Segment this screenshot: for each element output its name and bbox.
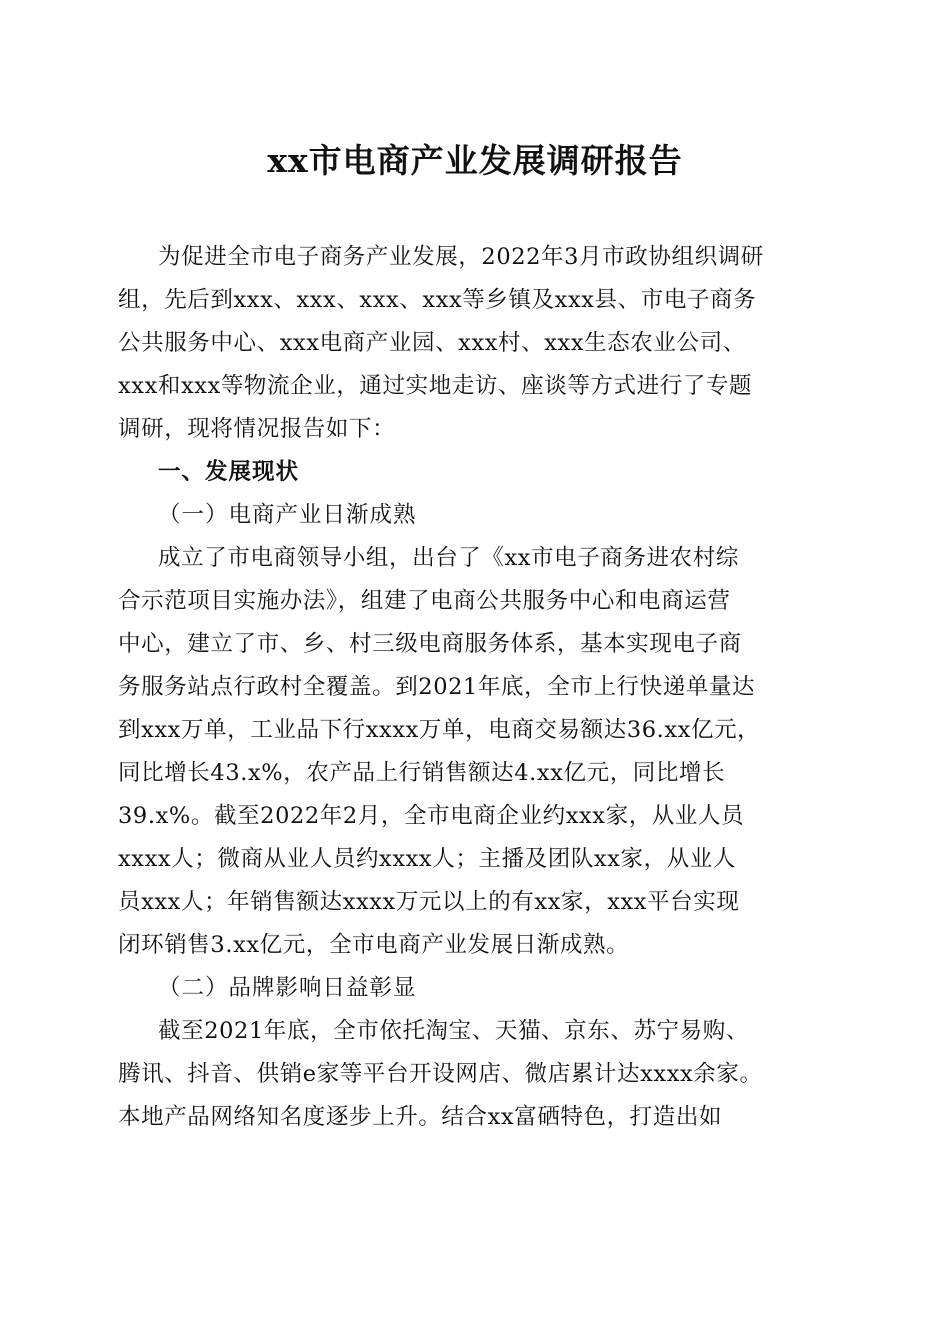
- paragraph-line: 本地产品网络知名度逐步上升。结合xx富硒特色，打造出如: [118, 1104, 723, 1130]
- intro-line: 为促进全市电子商务产业发展，2022年3月市政协组织调研: [158, 244, 764, 270]
- intro-line: 组，先后到xxx、xxx、xxx、xxx等乡镇及xxx县、市电子商务: [118, 287, 757, 313]
- paragraph-line: 39.x%。截至2022年2月，全市电商企业约xxx家，从业人员: [118, 803, 745, 829]
- subsection-heading: （一）电商产业日渐成熟: [158, 502, 417, 528]
- paragraph-line: 到xxx万单，工业品下行xxxx万单，电商交易额达36.xx亿元，: [118, 717, 761, 743]
- paragraph-line: 中心，建立了市、乡、村三级电商服务体系，基本实现电子商: [118, 631, 742, 657]
- document-title: xx市电商产业发展调研报告: [267, 141, 683, 180]
- section-heading: 一、发展现状: [158, 459, 300, 485]
- paragraph-line: 员xxx人；年销售额达xxxx万元以上的有xx家，xxx平台实现: [118, 889, 740, 915]
- paragraph-line: 截至2021年底，全市依托淘宝、天猫、京东、苏宁易购、: [158, 1018, 749, 1044]
- paragraph-line: 腾讯、抖音、供销e家等平台开设网店、微店累计达xxxx余家。: [118, 1061, 763, 1087]
- paragraph-line: xxxx人；微商从业人员约xxxx人；主播及团队xx家，从业人: [118, 846, 736, 872]
- paragraph-line: 务服务站点行政村全覆盖。到2021年底，全市上行快递单量达: [118, 674, 756, 700]
- paragraph-line: 同比增长43.x%，农产品上行销售额达4.xx亿元，同比增长: [118, 760, 726, 786]
- subsection-heading: （二）品牌影响日益彰显: [158, 975, 417, 1001]
- intro-line: 调研，现将情况报告如下：: [118, 416, 396, 442]
- intro-line: 公共服务中心、xxx电商产业园、xxx村、xxx生态农业公司、: [118, 330, 746, 356]
- paragraph-line: 成立了市电商领导小组，出台了《xx市电子商务进农村综: [158, 545, 739, 571]
- paragraph-line: 合示范项目实施办法》，组建了电商公共服务中心和电商运营: [118, 588, 731, 614]
- document-body: [118, 236, 838, 1139]
- intro-line: xxx和xxx等物流企业，通过实地走访、座谈等方式进行了专题: [118, 373, 753, 399]
- paragraph-line: 闭环销售3.xx亿元，全市电商产业发展日渐成熟。: [118, 932, 630, 958]
